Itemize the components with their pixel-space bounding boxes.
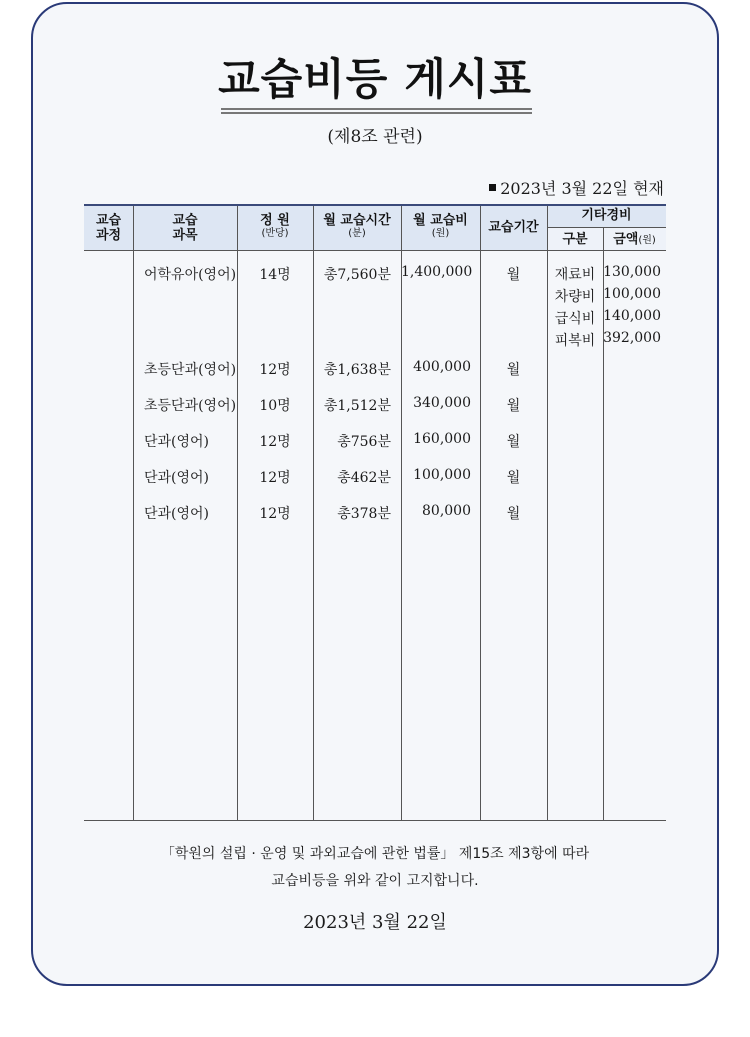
square-bullet-icon xyxy=(489,184,496,191)
header-amount-label: 금액 xyxy=(613,232,639,247)
other-cost-category: 차량비 xyxy=(554,289,596,305)
other-cost-category: 재료비 xyxy=(554,267,596,283)
other-cost-amount: 392,000 xyxy=(603,330,661,346)
row-subject: 어학유아(영어) xyxy=(144,267,237,283)
row-subject: 단과(영어) xyxy=(144,434,210,450)
header-monthly-time xyxy=(313,213,401,240)
header-monthly-fee-label: 월 교습비 xyxy=(413,213,468,228)
header-bottom-rule xyxy=(84,250,666,251)
header-amount-unit: (원) xyxy=(638,235,656,246)
row-subject: 초등단과(영어) xyxy=(144,398,237,414)
row-capacity: 12명 xyxy=(259,434,291,450)
other-cost-amount: 100,000 xyxy=(603,286,661,302)
row-capacity: 14명 xyxy=(259,267,291,283)
footer-notice: 교습비등을 위와 같이 고지합니다. xyxy=(271,873,479,889)
header-amount xyxy=(603,232,666,248)
document-title: 교습비등 게시표 xyxy=(218,55,532,105)
row-time: 총462분 xyxy=(337,470,391,486)
row-fee: 160,000 xyxy=(413,431,471,447)
footer-legal-note: 「학원의 설립 · 운영 및 과외교습에 관한 법률」 제15조 제3항에 따라 xyxy=(160,846,590,862)
row-capacity: 12명 xyxy=(259,362,291,378)
header-subject: 교습 과목 xyxy=(172,213,198,243)
as-of-date xyxy=(489,176,664,199)
row-fee: 80,000 xyxy=(422,503,471,519)
header-monthly-fee xyxy=(401,213,480,240)
row-capacity: 12명 xyxy=(259,506,291,522)
row-period: 월 xyxy=(506,362,521,378)
row-fee: 340,000 xyxy=(413,395,471,411)
title-underline xyxy=(221,108,532,114)
document-subtitle: (제8조 관련) xyxy=(327,127,423,147)
row-fee: 100,000 xyxy=(413,467,471,483)
header-capacity-unit: (반당) xyxy=(261,228,289,239)
row-time: 총7,560분 xyxy=(323,267,391,283)
other-cost-amount: 130,000 xyxy=(603,264,661,280)
other-cost-category: 피복비 xyxy=(554,333,596,349)
row-period: 월 xyxy=(506,506,521,522)
header-monthly-time-label: 월 교습시간 xyxy=(323,213,391,228)
row-fee: 400,000 xyxy=(413,359,471,375)
row-period: 월 xyxy=(506,398,521,414)
header-other-costs: 기타경비 xyxy=(581,208,632,223)
row-time: 총378분 xyxy=(337,506,391,522)
header-course: 교습 과정 xyxy=(95,213,122,243)
header-capacity-label: 정 원 xyxy=(260,213,290,228)
col-divider xyxy=(133,206,134,820)
row-period: 월 xyxy=(506,267,521,283)
row-subject: 단과(영어) xyxy=(144,506,210,522)
other-cost-category: 급식비 xyxy=(554,311,596,327)
header-capacity xyxy=(237,213,313,240)
footer-date: 2023년 3월 22일 xyxy=(303,912,447,933)
row-period: 월 xyxy=(506,470,521,486)
other-cost-amount: 140,000 xyxy=(603,308,661,324)
header-category: 구분 xyxy=(562,232,588,247)
row-subject: 초등단과(영어) xyxy=(144,362,237,378)
row-time: 총1,512분 xyxy=(323,398,391,414)
header-period: 교습기간 xyxy=(488,220,539,235)
row-time: 총1,638분 xyxy=(323,362,391,378)
sub-header-divider xyxy=(547,227,666,228)
as-of-date-text: 2023년 3월 22일 현재 xyxy=(500,179,664,198)
row-fee: 1,400,000 xyxy=(401,264,473,280)
header-monthly-time-unit: (분) xyxy=(348,228,366,239)
row-subject: 단과(영어) xyxy=(144,470,210,486)
row-time: 총756분 xyxy=(337,434,391,450)
header-monthly-fee-unit: (원) xyxy=(431,228,450,239)
row-capacity: 12명 xyxy=(259,470,291,486)
table-bottom-rule xyxy=(84,820,666,821)
fee-table xyxy=(84,204,666,821)
row-capacity: 10명 xyxy=(259,398,291,414)
row-period: 월 xyxy=(506,434,521,450)
